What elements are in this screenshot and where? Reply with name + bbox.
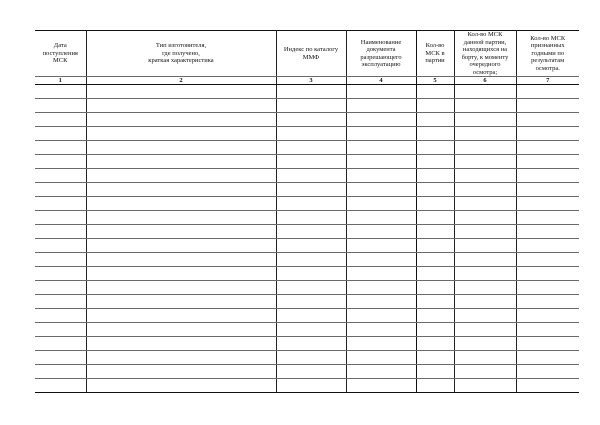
empty-cell [516, 141, 579, 155]
empty-cell [346, 323, 416, 337]
empty-cell [516, 211, 579, 225]
empty-cell [35, 323, 86, 337]
empty-cell [516, 197, 579, 211]
empty-cell [86, 267, 276, 281]
empty-cell [516, 169, 579, 183]
empty-cell [416, 113, 454, 127]
column-number: 3 [276, 77, 346, 85]
empty-cell [346, 113, 416, 127]
empty-cell [35, 99, 86, 113]
empty-cell [416, 379, 454, 393]
empty-cell [276, 197, 346, 211]
empty-cell [454, 211, 516, 225]
empty-cell [276, 323, 346, 337]
empty-cell [346, 85, 416, 99]
empty-cell [276, 85, 346, 99]
empty-cell [86, 155, 276, 169]
empty-cell [516, 281, 579, 295]
empty-cell [276, 239, 346, 253]
header-row [35, 31, 579, 77]
column-number: 1 [35, 77, 86, 85]
empty-cell [346, 169, 416, 183]
empty-cell [416, 85, 454, 99]
empty-cell [346, 197, 416, 211]
empty-cell [35, 211, 86, 225]
empty-cell [86, 323, 276, 337]
table-row [35, 127, 579, 141]
empty-cell [35, 337, 86, 351]
empty-cell [454, 323, 516, 337]
empty-cell [86, 295, 276, 309]
empty-cell [35, 155, 86, 169]
empty-cell [346, 183, 416, 197]
empty-cell [346, 267, 416, 281]
empty-cell [346, 365, 416, 379]
empty-cell [35, 183, 86, 197]
column-number: 5 [416, 77, 454, 85]
empty-cell [416, 141, 454, 155]
empty-cell [35, 113, 86, 127]
empty-cell [35, 239, 86, 253]
column-number: 6 [454, 77, 516, 85]
empty-cell [86, 239, 276, 253]
empty-cell [454, 141, 516, 155]
empty-cell [86, 197, 276, 211]
empty-cell [86, 365, 276, 379]
table-row [35, 197, 579, 211]
table-row [35, 267, 579, 281]
empty-cell [516, 155, 579, 169]
empty-cell [86, 379, 276, 393]
table-row [35, 225, 579, 239]
empty-cell [454, 239, 516, 253]
table-row [35, 379, 579, 393]
empty-cell [276, 141, 346, 155]
empty-cell [276, 169, 346, 183]
table-row [35, 155, 579, 169]
empty-cell [516, 225, 579, 239]
empty-cell [276, 379, 346, 393]
empty-cell [276, 253, 346, 267]
empty-cell [454, 225, 516, 239]
empty-cell [346, 99, 416, 113]
empty-cell [35, 253, 86, 267]
empty-cell [35, 169, 86, 183]
column-header-fit-count: Кол-во МСК признанных годными по результатам осмотра. [516, 31, 579, 77]
empty-cell [516, 183, 579, 197]
empty-cell [346, 337, 416, 351]
empty-cell [416, 225, 454, 239]
table-row [35, 85, 579, 99]
empty-cell [416, 155, 454, 169]
empty-cell [86, 211, 276, 225]
table-row [35, 183, 579, 197]
empty-cell [276, 351, 346, 365]
empty-cell [454, 113, 516, 127]
column-header-date: Дата поступления МСК [35, 31, 86, 77]
empty-cell [416, 169, 454, 183]
empty-cell [276, 225, 346, 239]
empty-cell [416, 211, 454, 225]
empty-cell [516, 239, 579, 253]
table-row [35, 323, 579, 337]
empty-cell [416, 197, 454, 211]
empty-cell [454, 253, 516, 267]
column-header-batch-count: Кол-во МСК в партии [416, 31, 454, 77]
empty-cell [346, 309, 416, 323]
empty-cell [86, 225, 276, 239]
empty-cell [516, 337, 579, 351]
empty-cell [35, 225, 86, 239]
empty-cell [346, 155, 416, 169]
empty-cell [454, 295, 516, 309]
empty-cell [346, 211, 416, 225]
empty-cell [454, 365, 516, 379]
empty-cell [454, 169, 516, 183]
table-row [35, 211, 579, 225]
empty-cell [276, 281, 346, 295]
empty-cell [416, 239, 454, 253]
empty-cell [276, 337, 346, 351]
empty-cell [86, 113, 276, 127]
empty-cell [516, 85, 579, 99]
empty-cell [86, 309, 276, 323]
empty-cell [346, 351, 416, 365]
table-row [35, 141, 579, 155]
empty-cell [35, 365, 86, 379]
table-row [35, 113, 579, 127]
empty-cell [416, 295, 454, 309]
empty-cell [346, 281, 416, 295]
empty-cell [35, 309, 86, 323]
empty-cell [86, 99, 276, 113]
empty-cell [416, 99, 454, 113]
empty-cell [416, 281, 454, 295]
empty-cell [516, 113, 579, 127]
empty-cell [454, 197, 516, 211]
column-number-row [35, 77, 579, 85]
table-row [35, 239, 579, 253]
table-row [35, 253, 579, 267]
empty-cell [86, 169, 276, 183]
empty-cell [86, 141, 276, 155]
empty-cell [454, 309, 516, 323]
empty-cell [454, 127, 516, 141]
column-header-onboard-count: Кол-во МСК данной партии, находящихся на борту, к моменту очередного осмотра; [454, 31, 516, 77]
table-row [35, 309, 579, 323]
empty-cell [276, 295, 346, 309]
empty-cell [346, 141, 416, 155]
empty-cell [416, 337, 454, 351]
empty-cell [35, 379, 86, 393]
empty-cell [516, 267, 579, 281]
empty-cell [454, 379, 516, 393]
empty-cell [276, 309, 346, 323]
empty-cell [35, 351, 86, 365]
empty-cell [86, 351, 276, 365]
empty-cell [454, 351, 516, 365]
empty-cell [516, 253, 579, 267]
empty-cell [416, 183, 454, 197]
table-row [35, 365, 579, 379]
empty-cell [416, 365, 454, 379]
empty-cell [416, 351, 454, 365]
empty-cell [35, 141, 86, 155]
empty-cell [35, 281, 86, 295]
msk-register-table [35, 30, 579, 393]
column-number: 7 [516, 77, 579, 85]
empty-cell [346, 127, 416, 141]
journal-form [35, 30, 579, 391]
empty-cell [86, 281, 276, 295]
empty-cell [346, 253, 416, 267]
empty-cell [454, 281, 516, 295]
empty-cell [276, 99, 346, 113]
empty-cell [454, 183, 516, 197]
empty-cell [454, 99, 516, 113]
empty-cell [346, 379, 416, 393]
empty-cell [276, 127, 346, 141]
empty-cell [35, 197, 86, 211]
empty-cell [276, 155, 346, 169]
column-header-catalog-index: Индекс по каталогу ММФ [276, 31, 346, 77]
column-number: 2 [86, 77, 276, 85]
empty-cell [86, 183, 276, 197]
empty-cell [35, 127, 86, 141]
empty-cell [454, 267, 516, 281]
empty-cell [276, 211, 346, 225]
empty-cell [35, 85, 86, 99]
table-row [35, 281, 579, 295]
column-header-permit-document: Наименование документа разрешающего эксплуатацию [346, 31, 416, 77]
empty-cell [276, 365, 346, 379]
empty-cell [86, 253, 276, 267]
empty-cell [416, 323, 454, 337]
empty-cell [276, 267, 346, 281]
empty-cell [346, 225, 416, 239]
empty-cell [516, 379, 579, 393]
empty-cell [516, 99, 579, 113]
empty-cell [276, 113, 346, 127]
empty-cell [416, 309, 454, 323]
table-row [35, 351, 579, 365]
empty-cell [276, 183, 346, 197]
empty-cell [516, 295, 579, 309]
empty-cell [454, 155, 516, 169]
table-row [35, 295, 579, 309]
empty-cell [516, 127, 579, 141]
empty-cell [416, 127, 454, 141]
table-row [35, 337, 579, 351]
empty-cell [346, 239, 416, 253]
empty-cell [516, 351, 579, 365]
empty-cell [454, 337, 516, 351]
empty-cell [416, 253, 454, 267]
empty-cell [35, 295, 86, 309]
empty-cell [86, 85, 276, 99]
empty-cell [86, 127, 276, 141]
empty-cell [346, 295, 416, 309]
table-row [35, 169, 579, 183]
empty-cell [454, 85, 516, 99]
empty-cell [516, 365, 579, 379]
empty-cell [416, 267, 454, 281]
empty-cell [86, 337, 276, 351]
empty-cell [516, 323, 579, 337]
table-row [35, 99, 579, 113]
empty-cell [35, 267, 86, 281]
column-header-manufacturer: Тип изготовителя, где получено, краткая характеристика [86, 31, 276, 77]
column-number: 4 [346, 77, 416, 85]
empty-cell [516, 309, 579, 323]
